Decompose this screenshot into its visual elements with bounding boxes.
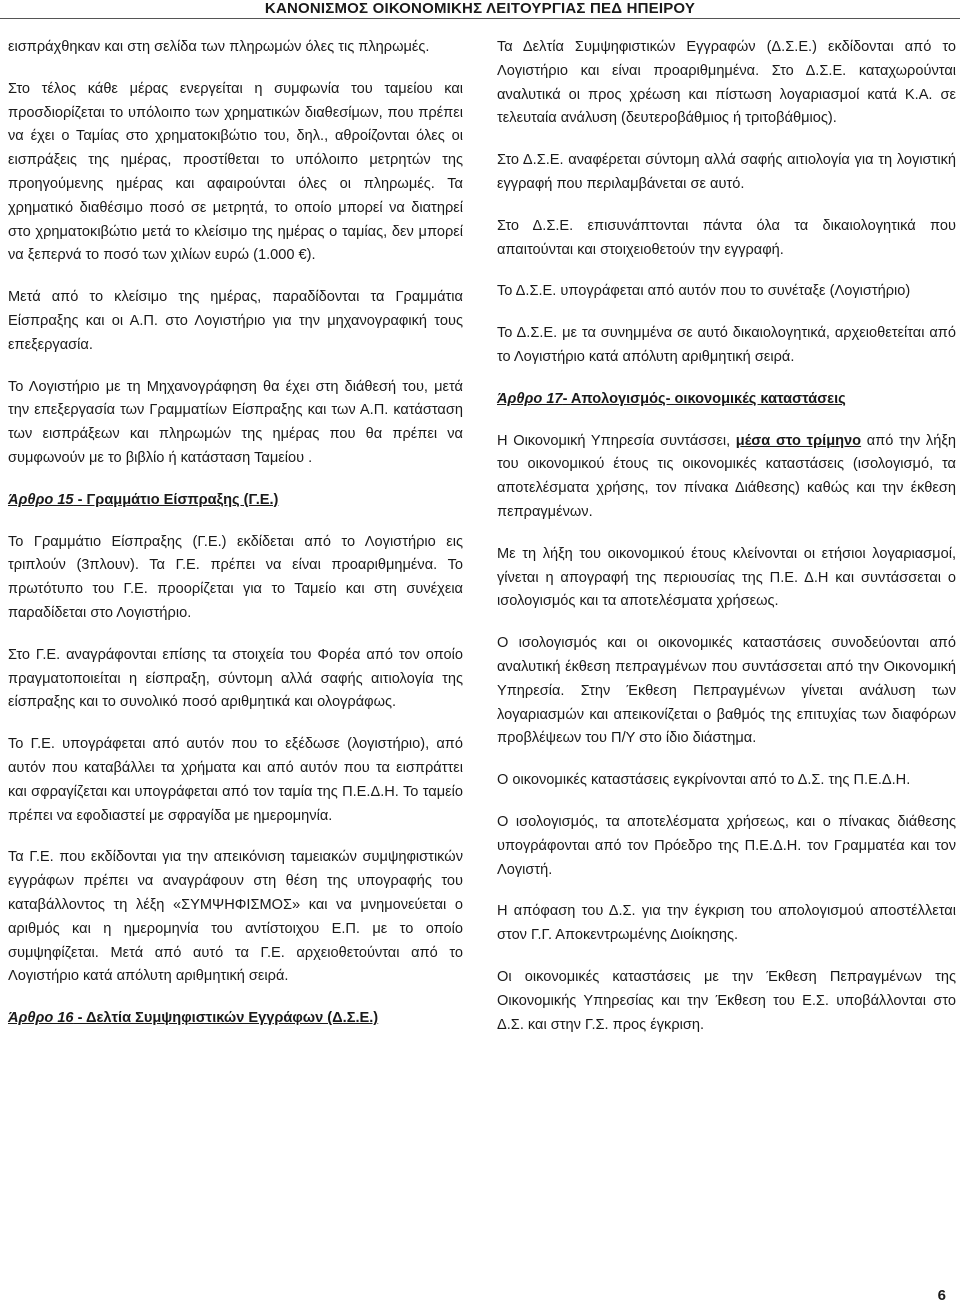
- article-15-heading: [8, 489, 463, 513]
- text-run: Η Οικονομική Υπηρεσία συντάσσει,: [497, 432, 736, 449]
- article-title: - Απολογισμός- οικονομικές καταστάσεις: [562, 390, 846, 407]
- paragraph: Το Δ.Σ.Ε. με τα συνημμένα σε αυτό δικαιολογητικά, αρχειοθετείται από το Λογιστήριο κατά απόλυτη αριθμητική σειρά.: [497, 325, 956, 365]
- paragraph: Το Δ.Σ.Ε. υπογράφεται από αυτόν που το συνέταξε (Λογιστήριο): [497, 283, 911, 300]
- paragraph: Το Γ.Ε. υπογράφεται από αυτόν που το εξέδωσε (λογιστήριο), από αυτόν που καταβάλλει τα χρήματα και από αυτόν που τα εισπράττει και σφραγίζεται και υπογράφεται από τον ταμία της Π.Ε.Δ.Η. Το ταμείο πρέπει να εφοδιαστεί με σφραγίδα με ημερομηνία.: [8, 736, 463, 824]
- paragraph: Το Γραμμάτιο Είσπραξης (Γ.Ε.) εκδίδεται από το Λογιστήριο εις τριπλούν (3πλουν). Τα Γ.Ε. πρέπει να είναι προαριθμημένα. Το πρωτότυπο του Γ.Ε. προορίζεται για το Ταμείο και στη συνέχεια παραδίδεται στο Λογιστήριο.: [8, 533, 463, 621]
- paragraph: Στο Γ.Ε. αναγράφονται επίσης τα στοιχεία του Φορέα από τον οποίο πραγματοποιείται η είσπραξη, σύντομη αλλά σαφής αιτιολογία της είσπραξης και το συνολικό ποσό αριθμητικά και ολογράφως.: [8, 646, 463, 711]
- text-run: από την λήξη του οικονομικού έτους τις οικονομικές καταστάσεις (ισολογισμό, τα αποτελέσματα χρήσης, τον πίνακα Διάθεσης) καθώς και την έκθεση πεπραγμένων.: [497, 432, 956, 520]
- paragraph: Ο οικονομικές καταστάσεις εγκρίνονται από το Δ.Σ. της Π.Ε.Δ.Η.: [497, 772, 911, 789]
- running-header: ΚΑΝΟΝΙΣΜΟΣ ΟΙΚΟΝΟΜΙΚΗΣ ΛΕΙΤΟΥΡΓΙΑΣ ΠΕΔ ΗΠΕΙΡΟΥ: [264, 0, 696, 17]
- paragraph: Οι οικονομικές καταστάσεις με την Έκθεση Πεπραγμένων της Οικονομικής Υπηρεσίας και την Έκθεση του Ε.Σ. υποβάλλονται στο Δ.Σ. και στην Γ.Σ. προς έγκριση.: [497, 968, 956, 1033]
- paragraph: Ο ισολογισμός και οι οικονομικές καταστάσεις συνοδεύονται από αναλυτική έκθεση πεπραγμένων που συντάσσεται από την Οικονομική Υπηρεσία. Στην Έκθεση Πεπραγμένων γίνεται ανάλυση των λογαριασμών και απεικονίζεται ο βαθμός της επιτυχίας των διαφόρων προβλέψεων του Π/Υ στο ίδιο διάστημα.: [497, 635, 956, 747]
- paragraph: Με τη λήξη του οικονομικού έτους κλείνονται οι ετήσιοι λογαριασμοί, γίνεται η απογραφή της περιουσίας της Π.Ε. Δ.Η και συντάσσεται ο ισολογισμός και τα αποτελέσματα χρήσεως.: [497, 545, 956, 610]
- article-title: - Δελτία Συμψηφιστικών Εγγράφων (Δ.Σ.Ε.): [73, 1010, 379, 1027]
- header-rule: [0, 18, 960, 19]
- article-number: Άρθρο 16: [8, 1010, 74, 1027]
- article-17-heading: [497, 388, 956, 412]
- paragraph: Στο τέλος κάθε μέρας ενεργείται η συμφωνία του ταμείου και προσδιορίζεται το υπόλοιπο των χρηματικών διαθεσίμων, που πρέπει να έχει ο Ταμίας στο χρηματοκιβώτιο του, δηλ., αθροίζονται όλες οι εισπράξεις της ημέρας, προστίθεται το υπόλοιπο μετρητών της προηγούμενης ημέρας και αφαιρούνται όλες οι πληρωμές. Τα χρηματικό διαθέσιμο ποσό σε μετρητά, το οποίο μπορεί να διατηρεί στο χρηματοκιβώτιο μετά το κλείσιμο της ημέρας ο ταμίας, δεν μπορεί να ξεπερνά το ποσό των χιλίων ευρώ (1.000 €).: [8, 80, 463, 264]
- paragraph: Μετά από το κλείσιμο της ημέρας, παραδίδονται τα Γραμμάτια Είσπραξης και οι Α.Π. στο Λογιστήριο για την μηχανογραφική τους επεξεργασία.: [8, 289, 463, 353]
- left-column: [8, 36, 463, 1049]
- right-column: [497, 36, 956, 1055]
- paragraph: Το Λογιστήριο με τη Μηχανογράφηση θα έχει στη διάθεσή του, μετά την επεξεργασία των Γραμματίων Είσπραξης και των Α.Π. κατάσταση των εισπράξεων και πληρωμών της ημέρας που θα πρέπει να συμφωνούν με το βιβλίο ή κατάσταση Ταμείου .: [8, 378, 463, 466]
- paragraph: Στο Δ.Σ.Ε. επισυνάπτονται πάντα όλα τα δικαιολογητικά που απαιτούνται και στοιχειοθετούν την εγγραφή.: [497, 217, 956, 258]
- article-title: - Γραμμάτιο Είσπραξης (Γ.Ε.): [73, 491, 279, 508]
- paragraph: [497, 430, 956, 525]
- page-number: 6: [937, 1287, 946, 1304]
- paragraph: εισπράχθηκαν και στη σελίδα των πληρωμών όλες τις πληρωμές.: [8, 39, 430, 55]
- paragraph: Τα Γ.Ε. που εκδίδονται για την απεικόνιση ταμειακών συμψηφιστικών εγγράφων πρέπει να αναγράφουν στη θέση της υπογραφής του καταβάλλοντος τη λέξη «ΣΥΜΨΗΦΙΣΜΟΣ» και να μνημονεύεται ο αριθμός και η ημερομηνία του αντίστοιχου Ε.Π. με το οποίο συμψηφίζεται. Μετά από αυτό τα Γ.Ε. αρχειοθετούνται από το Λογιστήριο κατά απόλυτη αριθμητική σειρά.: [8, 849, 463, 985]
- article-16-heading: [8, 1007, 463, 1031]
- paragraph: Τα Δελτία Συμψηφιστικών Εγγραφών (Δ.Σ.Ε.) εκδίδονται από το Λογιστήριο και είναι προαριθμημένα. Στο Δ.Σ.Ε. καταχωρούνται αναλυτικά οι προς χρέωση και πίστωση λογαριασμοί κατά Κ.Α. σε τελευταία ανάλυση (δευτεροβάθμιος ή τριτοβάθμιος).: [497, 39, 956, 127]
- article-number: Άρθρο 17: [497, 390, 563, 407]
- article-number: Άρθρο 15: [8, 491, 74, 508]
- paragraph: Η απόφαση του Δ.Σ. για την έγκριση του απολογισμού αποστέλλεται στον Γ.Γ. Αποκεντρωμένης Διοίκησης.: [497, 903, 956, 944]
- emphasis-text: μέσα στο τρίμηνο: [735, 432, 862, 449]
- paragraph: Ο ισολογισμός, τα αποτελέσματα χρήσεως, και ο πίνακας διάθεσης υπογράφονται από τον Πρόεδρο της Π.Ε.Δ.Η. τον Γραμματέα και τον Λογιστή.: [497, 813, 956, 878]
- paragraph: Στο Δ.Σ.Ε. αναφέρεται σύντομη αλλά σαφής αιτιολογία για τη λογιστική εγγραφή που περιλαμβάνεται σε αυτό.: [497, 152, 956, 192]
